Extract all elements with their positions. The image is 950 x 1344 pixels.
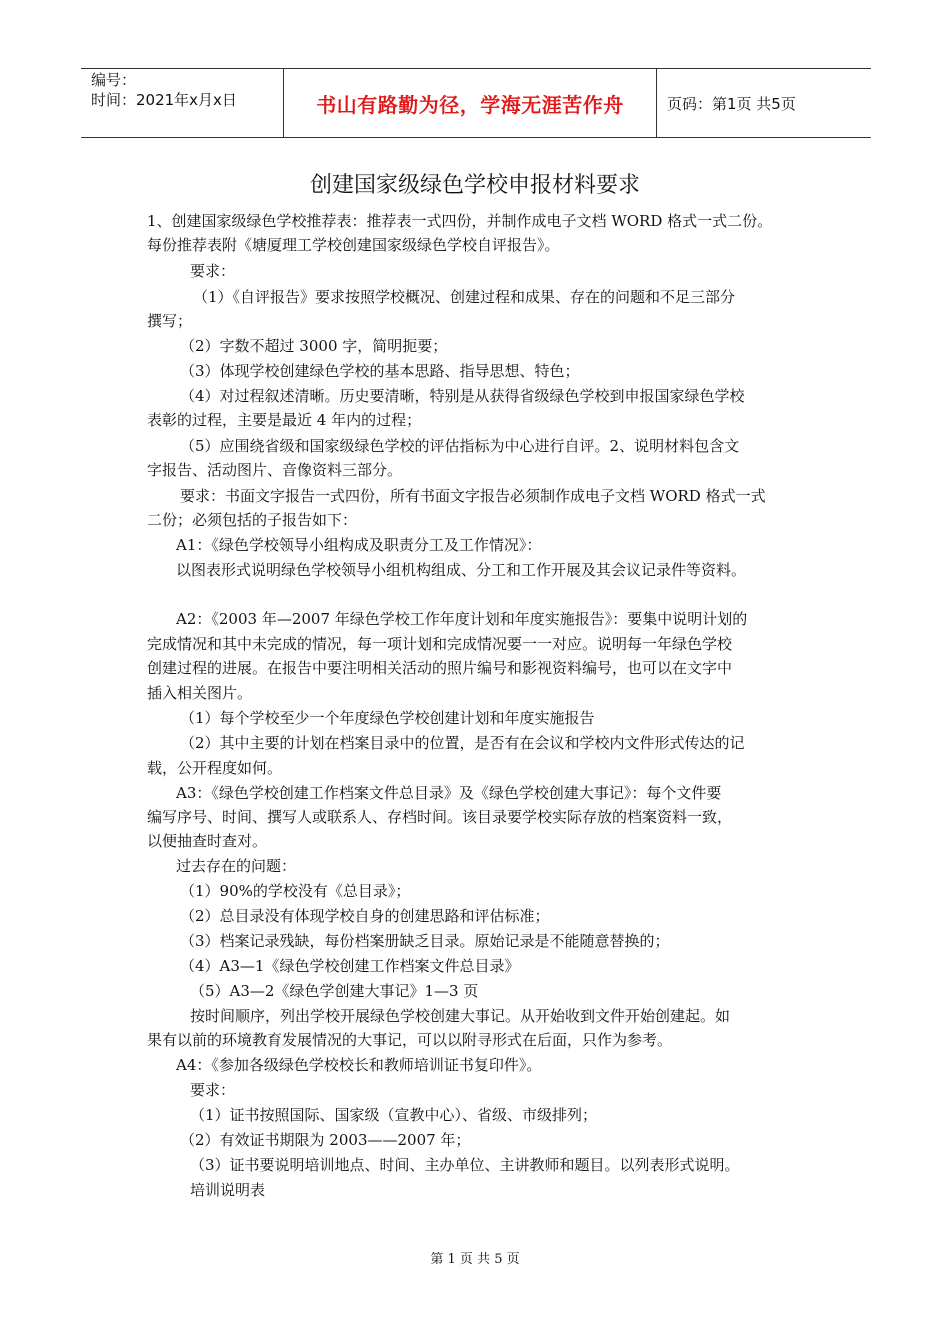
body-line: 1、创建国家级绿色学校推荐表：推荐表一式四份，并制作成电子文档 WORD 格式一式二份。 <box>147 212 773 230</box>
body-line: （2）有效证书期限为 2003——2007 年； <box>180 1131 471 1149</box>
body-line: 字报告、活动图片、音像资料三部分。 <box>147 461 403 479</box>
document-title: 创建国家级绿色学校申报材料要求 <box>309 173 640 198</box>
body-line: A1：《绿色学校领导小组构成及职责分工及工作情况》： <box>176 536 542 554</box>
body-line: 表彰的过程，主要是最近 4 年内的过程； <box>147 411 422 429</box>
body-line: （3）体现学校创建绿色学校的基本思路、指导思想、特色； <box>180 362 580 380</box>
header-meta <box>81 69 283 137</box>
body-line: 编写序号、时间、撰写人或联系人、存档时间。该目录要学校实际存放的档案资料一致， <box>147 808 733 826</box>
body-line: 培训说明表 <box>190 1181 266 1199</box>
body-line: 以便抽查时查对。 <box>147 832 268 850</box>
body-line: （5）A3—2《绿色学创建大事记》1—3 页 <box>190 982 479 1000</box>
body-line: （5）应围绕省级和国家级绿色学校的评估指标为中心进行自评。2、说明材料包含文 <box>180 437 740 455</box>
body-line: （3）证书要说明培训地点、时间、主办单位、主讲教师和题目。以列表形式说明。 <box>190 1156 740 1174</box>
body-line: （4）对过程叙述清晰。历史要清晰，特别是从获得省级绿色学校到申报国家绿色学校 <box>180 387 745 405</box>
body-line: 载，公开程度如何。 <box>147 759 283 777</box>
body-line: 创建过程的进展。在报告中要注明相关活动的照片编号和影视资料编号，也可以在文字中 <box>147 659 733 677</box>
header-motto: 书山有路勤为径，学海无涯苦作舟 <box>283 69 657 137</box>
body-line: 撰写； <box>147 312 193 330</box>
page-header <box>81 68 871 138</box>
body-line: （1）每个学校至少一个年度绿色学校创建计划和年度实施报告 <box>180 709 595 727</box>
body-line: （4）A3—1《绿色学校创建工作档案文件总目录》 <box>180 957 520 975</box>
date-label: 时间：2021年x月x日 <box>91 91 237 109</box>
body-line: （3）档案记录残缺，每份档案册缺乏目录。原始记录是不能随意替换的； <box>180 932 670 950</box>
body-line: 完成情况和其中未完成的情况，每一项计划和完成情况要一一对应。说明每一年绿色学校 <box>147 635 733 653</box>
body-line: 果有以前的环境教育发展情况的大事记，可以以附寻形式在后面，只作为参考。 <box>147 1031 673 1049</box>
page-footer: 第 1 页 共 5 页 <box>430 1252 520 1267</box>
body-line: 过去存在的问题： <box>176 857 297 875</box>
body-line: 二份；必须包括的子报告如下： <box>147 511 358 529</box>
body-line: 插入相关图片。 <box>147 684 253 702</box>
body-line: A2：《2003 年—2007 年绿色学校工作年度计划和年度实施报告》：要集中说明计划的 <box>176 610 748 628</box>
body-line: 要求： <box>190 262 236 280</box>
body-line: 以图表形式说明绿色学校领导小组机构组成、分工和工作开展及其会议记录件等资料。 <box>176 561 747 579</box>
body-line: 每份推荐表附《塘厦理工学校创建国家级绿色学校自评报告》。 <box>147 236 560 254</box>
body-line: （2）总目录没有体现学校自身的创建思路和评估标准； <box>180 907 550 925</box>
body-line: （2）其中主要的计划在档案目录中的位置，是否有在会议和学校内文件形式传达的记 <box>180 734 745 752</box>
body-line: 要求：书面文字报告一式四份，所有书面文字报告必须制作成电子文档 WORD 格式一式 <box>180 487 766 505</box>
number-label: 编号： <box>91 71 137 89</box>
body-line: （2）字数不超过 3000 字，简明扼要； <box>180 337 448 355</box>
body-line: A4：《参加各级绿色学校校长和教师培训证书复印件》。 <box>176 1056 542 1074</box>
body-line: A3：《绿色学校创建工作档案文件总目录》及《绿色学校创建大事记》：每个文件要 <box>176 784 722 802</box>
body-line: （1）证书按照国际、国家级（宣教中心）、省级、市级排列； <box>190 1106 598 1124</box>
body-line: 要求： <box>190 1081 236 1099</box>
header-page-label: 页码：第1页 共5页 <box>667 94 796 113</box>
body-line: （1）90%的学校没有《总目录》； <box>180 882 411 900</box>
body-line: 按时间顺序，列出学校开展绿色学校创建大事记。从开始收到文件开始创建起。如 <box>190 1007 731 1025</box>
body-line: （1）《自评报告》要求按照学校概况、创建过程和成果、存在的问题和不足三部分 <box>193 288 736 306</box>
